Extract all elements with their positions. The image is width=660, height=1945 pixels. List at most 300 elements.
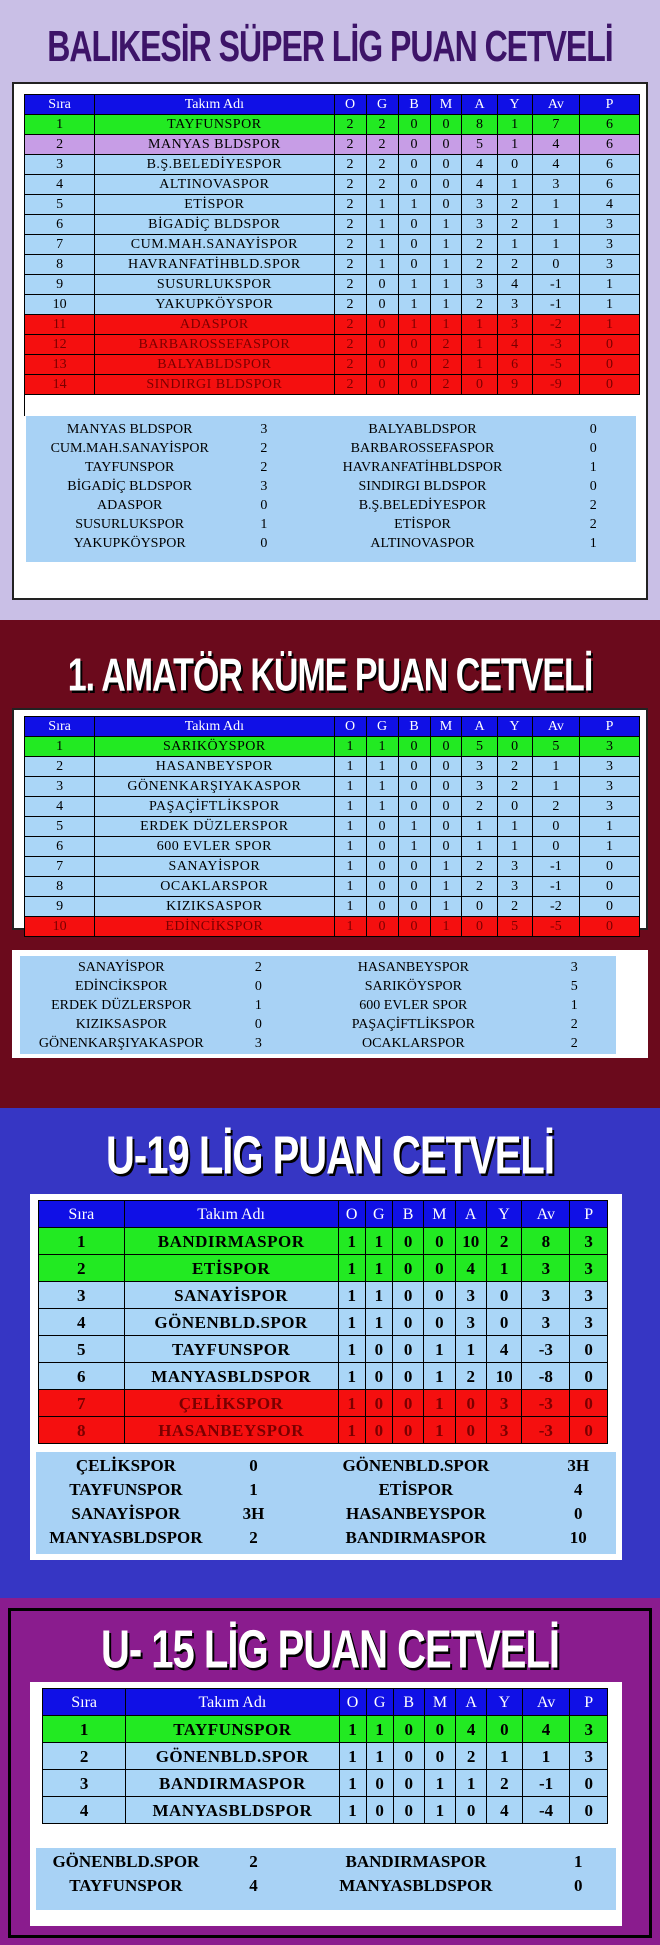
table-cell: 0	[487, 1716, 522, 1743]
home-score: 1	[260, 516, 268, 532]
table-cell: 0	[532, 837, 579, 857]
table-cell: 0	[424, 1282, 455, 1309]
table-cell: 1	[580, 275, 640, 295]
table-cell: 2	[487, 1770, 522, 1797]
home-score: 1	[254, 997, 262, 1013]
team-name-cell: BALYABLDSPOR	[95, 355, 334, 375]
table-row	[25, 135, 640, 155]
table-cell: 2	[366, 135, 398, 155]
home-team: TAYFUNSPOR	[69, 1876, 183, 1895]
away-team: ETİSPOR	[394, 516, 451, 532]
table-cell: 10	[455, 1228, 486, 1255]
column-header: Sıra	[25, 717, 95, 737]
column-header: P	[570, 1689, 608, 1716]
table-cell: 13	[25, 355, 95, 375]
table-cell: 2	[462, 235, 497, 255]
table-cell: 2	[25, 135, 95, 155]
table-cell: 1	[532, 777, 579, 797]
table-cell: 0	[392, 1255, 423, 1282]
table-cell: 1	[334, 757, 366, 777]
table-cell: 9	[25, 275, 95, 295]
table-cell: 1	[338, 1309, 365, 1336]
table-cell: 3	[580, 797, 640, 817]
table-cell: 5	[532, 737, 579, 757]
table-cell: 1	[339, 1770, 366, 1797]
table-row	[25, 917, 640, 937]
home-score: 3H	[242, 1504, 265, 1523]
table-cell: 0	[497, 797, 532, 817]
team-name-cell: TAYFUNSPOR	[124, 1336, 338, 1363]
match-result-row	[20, 977, 616, 996]
table-cell: 0	[392, 1417, 423, 1444]
table-cell: 0	[430, 837, 462, 857]
column-header: P	[580, 95, 640, 115]
away-score: 4	[574, 1480, 583, 1499]
table-cell: 1	[338, 1390, 365, 1417]
team-name-cell: CUM.MAH.SANAYİSPOR	[95, 235, 334, 255]
table-cell: 1	[398, 295, 430, 315]
table-cell: 8	[462, 115, 497, 135]
match-result-row	[20, 1015, 616, 1034]
away-team: BALYABLDSPOR	[368, 421, 477, 437]
column-header: A	[462, 717, 497, 737]
table-cell: 1	[424, 1363, 455, 1390]
table-cell: -3	[522, 1336, 570, 1363]
table-cell: 0	[392, 1228, 423, 1255]
table-cell: 2	[334, 295, 366, 315]
table-row	[25, 797, 640, 817]
table-cell: 9	[25, 897, 95, 917]
amator-title: 1. AMATÖR KÜME PUAN CETVELİ	[67, 650, 593, 702]
table-cell: 7	[25, 235, 95, 255]
amator-results	[20, 956, 616, 1054]
table-cell: 9	[497, 375, 532, 395]
column-header: M	[430, 95, 462, 115]
table-cell: 1	[365, 1309, 392, 1336]
away-score: 0	[574, 1876, 583, 1895]
table-cell: 7	[39, 1390, 125, 1417]
table-cell: 1	[366, 797, 398, 817]
table-cell: -2	[532, 897, 579, 917]
table-cell: 0	[580, 355, 640, 375]
table-cell: 1	[365, 1228, 392, 1255]
away-score: 0	[589, 478, 597, 494]
table-cell: -5	[532, 355, 579, 375]
home-score: 0	[260, 535, 268, 551]
away-team: SINDIRGI BLDSPOR	[358, 478, 487, 494]
table-cell: 3	[462, 215, 497, 235]
away-team: MANYASBLDSPOR	[339, 1876, 493, 1895]
column-header: A	[455, 1201, 486, 1228]
away-score: 2	[589, 516, 597, 532]
table-cell: 0	[532, 255, 579, 275]
table-cell: 1	[580, 295, 640, 315]
team-name-cell: TAYFUNSPOR	[95, 115, 334, 135]
table-cell: 1	[398, 195, 430, 215]
table-cell: 0	[366, 1770, 393, 1797]
table-cell: 6	[25, 215, 95, 235]
table-row	[39, 1255, 608, 1282]
table-cell: 3	[39, 1282, 125, 1309]
table-cell: 0	[398, 897, 430, 917]
column-header: Av	[522, 1201, 570, 1228]
table-cell: 0	[462, 917, 497, 937]
table-cell: 1	[430, 255, 462, 275]
team-name-cell: BİGADİÇ BLDSPOR	[95, 215, 334, 235]
table-cell: 2	[430, 355, 462, 375]
table-cell: 7	[532, 115, 579, 135]
column-header: A	[456, 1689, 487, 1716]
table-cell: 0	[532, 817, 579, 837]
table-row	[25, 837, 640, 857]
table-cell: 0	[462, 897, 497, 917]
table-cell: 2	[497, 195, 532, 215]
column-header: Takım Adı	[95, 95, 334, 115]
table-cell: 1	[462, 335, 497, 355]
table-cell: 2	[455, 1363, 486, 1390]
column-header: Av	[522, 1689, 570, 1716]
table-cell: 4	[455, 1255, 486, 1282]
table-row	[25, 857, 640, 877]
table-cell: 3	[486, 1417, 521, 1444]
table-cell: 1	[580, 837, 640, 857]
table-cell: 0	[398, 115, 430, 135]
table-cell: 2	[43, 1743, 126, 1770]
table-cell: 6	[580, 115, 640, 135]
home-team: MANYASBLDSPOR	[49, 1528, 203, 1547]
team-name-cell: SUSURLUKSPOR	[95, 275, 334, 295]
home-score: 2	[260, 440, 268, 456]
table-cell: 1	[497, 817, 532, 837]
team-name-cell: ALTINOVASPOR	[95, 175, 334, 195]
table-cell: 1	[430, 295, 462, 315]
table-cell: 5	[462, 135, 497, 155]
table-cell: 3	[580, 737, 640, 757]
table-row	[43, 1743, 608, 1770]
table-cell: 3	[580, 255, 640, 275]
team-name-cell: ÇELİKSPOR	[124, 1390, 338, 1417]
team-name-cell: YAKUPKÖYSPOR	[95, 295, 334, 315]
table-cell: 0	[424, 1743, 455, 1770]
table-cell: 3	[570, 1255, 608, 1282]
table-cell: 0	[366, 837, 398, 857]
team-name-cell: BANDIRMASPOR	[126, 1770, 339, 1797]
home-team: SUSURLUKSPOR	[75, 516, 185, 532]
column-header: B	[398, 95, 430, 115]
table-cell: 2	[334, 355, 366, 375]
table-cell: 2	[39, 1255, 125, 1282]
table-cell: 5	[462, 737, 497, 757]
table-cell: 1	[462, 837, 497, 857]
team-name-cell: B.Ş.BELEDİYESPOR	[95, 155, 334, 175]
table-cell: 0	[497, 737, 532, 757]
column-header: Sıra	[25, 95, 95, 115]
home-team: MANYAS BLDSPOR	[66, 421, 193, 437]
table-cell: 1	[430, 857, 462, 877]
table-cell: 1	[366, 215, 398, 235]
table-cell: 8	[25, 877, 95, 897]
team-name-cell: SANAYİSPOR	[124, 1282, 338, 1309]
away-score: 0	[589, 440, 597, 456]
table-cell: 12	[25, 335, 95, 355]
table-cell: 3	[462, 275, 497, 295]
table-cell: 3	[43, 1770, 126, 1797]
super-lig-section	[0, 0, 660, 620]
column-header: M	[424, 1201, 455, 1228]
table-row	[25, 817, 640, 837]
table-cell: 0	[366, 375, 398, 395]
table-cell: 3	[497, 295, 532, 315]
table-row	[25, 757, 640, 777]
table-cell: 0	[398, 175, 430, 195]
table-cell: -3	[532, 335, 579, 355]
table-cell: 0	[486, 1309, 521, 1336]
table-cell: 1	[497, 175, 532, 195]
table-row	[43, 1770, 608, 1797]
amator-results-panel	[12, 950, 648, 1058]
table-cell: 0	[398, 215, 430, 235]
table-cell: 6	[580, 175, 640, 195]
column-header: Takım Adı	[95, 717, 334, 737]
table-row	[25, 737, 640, 757]
table-cell: 5	[25, 817, 95, 837]
column-header: Y	[497, 717, 532, 737]
table-cell: 6	[25, 837, 95, 857]
table-cell: 0	[366, 877, 398, 897]
table-cell: 0	[365, 1417, 392, 1444]
table-cell: 1	[532, 215, 579, 235]
table-cell: 0	[580, 375, 640, 395]
home-score: 2	[249, 1852, 258, 1871]
table-row	[25, 897, 640, 917]
table-cell: -9	[532, 375, 579, 395]
home-score: 2	[260, 459, 268, 475]
panel-divider	[24, 394, 25, 416]
table-cell: 10	[25, 295, 95, 315]
table-cell: -1	[522, 1770, 570, 1797]
super-lig-results	[26, 416, 636, 562]
home-team: KIZIKSASPOR	[75, 1016, 167, 1032]
table-cell: 1	[334, 817, 366, 837]
table-cell: 4	[497, 335, 532, 355]
table-cell: 1	[532, 235, 579, 255]
table-cell: 1	[366, 777, 398, 797]
table-cell: 0	[393, 1743, 424, 1770]
table-cell: 0	[486, 1282, 521, 1309]
table-cell: 3	[522, 1309, 570, 1336]
team-name-cell: OCAKLARSPOR	[95, 877, 334, 897]
table-row	[25, 295, 640, 315]
table-cell: 4	[487, 1797, 522, 1824]
table-cell: 1	[334, 877, 366, 897]
table-cell: 6	[497, 355, 532, 375]
table-cell: 3	[455, 1309, 486, 1336]
table-cell: 1	[497, 235, 532, 255]
table-cell: 3	[462, 777, 497, 797]
table-cell: 0	[392, 1309, 423, 1336]
table-cell: 3	[580, 777, 640, 797]
away-score: 2	[589, 497, 597, 513]
table-cell: 4	[532, 135, 579, 155]
away-team: ALTINOVASPOR	[370, 535, 475, 551]
team-name-cell: HASANBEYSPOR	[95, 757, 334, 777]
table-cell: 14	[25, 375, 95, 395]
team-name-cell: ETİSPOR	[95, 195, 334, 215]
table-row	[25, 275, 640, 295]
table-cell: 5	[39, 1336, 125, 1363]
table-cell: 0	[398, 797, 430, 817]
home-score: 4	[249, 1876, 258, 1895]
table-cell: 2	[430, 335, 462, 355]
u19-standings-table	[38, 1200, 608, 1444]
table-cell: 1	[424, 1336, 455, 1363]
table-row	[25, 315, 640, 335]
table-cell: 1	[338, 1336, 365, 1363]
table-cell: 2	[334, 115, 366, 135]
team-name-cell: PAŞAÇİFTLİKSPOR	[95, 797, 334, 817]
column-header: B	[393, 1689, 424, 1716]
table-cell: 0	[393, 1716, 424, 1743]
table-cell: 1	[366, 195, 398, 215]
table-cell: 2	[366, 155, 398, 175]
team-name-cell: GÖNENKARŞIYAKASPOR	[95, 777, 334, 797]
match-result-row	[20, 1034, 616, 1053]
match-result-row	[26, 439, 636, 458]
table-cell: 1	[487, 1743, 522, 1770]
table-cell: 2	[462, 295, 497, 315]
table-cell: 3	[25, 777, 95, 797]
column-header: O	[334, 717, 366, 737]
table-cell: 1	[430, 315, 462, 335]
away-team: HASANBEYSPOR	[357, 959, 469, 975]
table-row	[39, 1228, 608, 1255]
table-cell: 1	[366, 737, 398, 757]
table-cell: 3	[570, 1716, 608, 1743]
match-result-row	[36, 1478, 616, 1502]
table-cell: 1	[338, 1282, 365, 1309]
column-header: P	[580, 717, 640, 737]
table-cell: 1	[25, 115, 95, 135]
table-cell: 1	[398, 315, 430, 335]
table-cell: 2	[366, 175, 398, 195]
table-cell: 1	[366, 1716, 393, 1743]
away-score: 3H	[567, 1456, 590, 1475]
column-header: Y	[497, 95, 532, 115]
home-score: 3	[260, 421, 268, 437]
table-cell: 1	[39, 1228, 125, 1255]
home-team: SANAYİSPOR	[78, 959, 165, 975]
table-cell: 1	[334, 837, 366, 857]
table-cell: 0	[398, 155, 430, 175]
table-cell: 4	[522, 1716, 570, 1743]
table-cell: 4	[462, 175, 497, 195]
table-cell: 0	[424, 1255, 455, 1282]
table-cell: 2	[497, 757, 532, 777]
table-cell: 1	[398, 275, 430, 295]
column-header: G	[366, 95, 398, 115]
super-lig-panel	[12, 82, 648, 600]
table-cell: 2	[334, 335, 366, 355]
table-cell: 0	[456, 1797, 487, 1824]
home-team: EDİNCİKSPOR	[75, 978, 168, 994]
home-score: 0	[249, 1456, 258, 1475]
table-cell: -3	[522, 1417, 570, 1444]
column-header: Takım Adı	[126, 1689, 339, 1716]
home-score: 0	[254, 1016, 262, 1032]
table-cell: 0	[424, 1716, 455, 1743]
table-cell: 0	[398, 777, 430, 797]
team-name-cell: MANYASBLDSPOR	[126, 1797, 339, 1824]
u19-results	[36, 1452, 616, 1554]
team-name-cell: ETİSPOR	[124, 1255, 338, 1282]
column-header: G	[366, 717, 398, 737]
table-cell: 4	[462, 155, 497, 175]
table-cell: 3	[497, 315, 532, 335]
home-team: TAYFUNSPOR	[84, 459, 175, 475]
table-cell: 2	[366, 115, 398, 135]
table-cell: 2	[462, 877, 497, 897]
table-cell: 4	[456, 1716, 487, 1743]
table-cell: 2	[334, 135, 366, 155]
table-cell: 8	[522, 1228, 570, 1255]
table-cell: -1	[532, 295, 579, 315]
table-cell: 1	[455, 1336, 486, 1363]
table-cell: 3	[462, 195, 497, 215]
table-row	[25, 255, 640, 275]
match-result-row	[26, 496, 636, 515]
table-cell: 2	[334, 195, 366, 215]
table-cell: 6	[580, 135, 640, 155]
super-lig-standings-table	[24, 94, 640, 395]
table-cell: 1	[462, 817, 497, 837]
column-header: Av	[532, 717, 579, 737]
table-cell: 2	[497, 897, 532, 917]
table-cell: 1	[365, 1282, 392, 1309]
table-cell: 1	[398, 817, 430, 837]
table-row	[25, 175, 640, 195]
column-header: Sıra	[39, 1201, 125, 1228]
table-cell: 0	[392, 1390, 423, 1417]
away-score: 1	[570, 997, 578, 1013]
table-cell: 1	[430, 275, 462, 295]
table-cell: 1	[366, 757, 398, 777]
table-cell: 0	[430, 757, 462, 777]
table-cell: 0	[398, 757, 430, 777]
table-cell: 0	[430, 115, 462, 135]
table-cell: 3	[497, 877, 532, 897]
table-cell: 2	[456, 1743, 487, 1770]
table-cell: 2	[462, 255, 497, 275]
table-cell: 1	[25, 737, 95, 757]
u15-title: U- 15 LİG PUAN CETVELİ	[100, 1620, 560, 1680]
away-team: HAVRANFATİHBLDSPOR	[342, 459, 503, 475]
away-score: 5	[570, 978, 578, 994]
home-team: ÇELİKSPOR	[75, 1456, 176, 1475]
home-team: YAKUPKÖYSPOR	[73, 535, 186, 551]
table-cell: 1	[424, 1770, 455, 1797]
table-cell: 3	[580, 215, 640, 235]
away-team: GÖNENBLD.SPOR	[342, 1456, 490, 1475]
table-cell: 1	[338, 1228, 365, 1255]
column-header: M	[424, 1689, 455, 1716]
table-cell: 1	[430, 235, 462, 255]
table-cell: 0	[570, 1797, 608, 1824]
table-cell: 1	[497, 135, 532, 155]
table-row	[25, 195, 640, 215]
table-row	[25, 355, 640, 375]
team-name-cell: ERDEK DÜZLERSPOR	[95, 817, 334, 837]
table-cell: 0	[430, 777, 462, 797]
